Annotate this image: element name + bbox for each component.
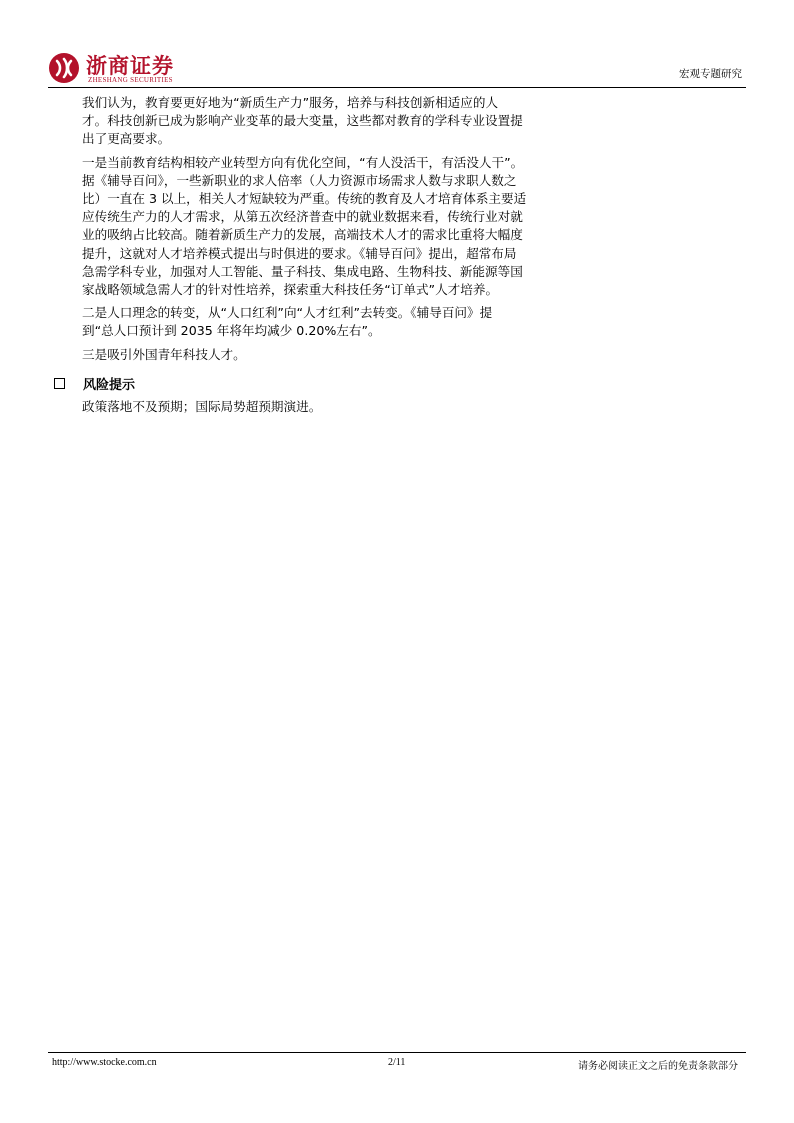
risk-text: 政策落地不及预期；国际局势超预期演进。 (82, 399, 322, 414)
company-name-cn: 浙商证券 (86, 54, 174, 78)
paragraph-line: 二是人口理念的转变，从“人口红利”向“人才红利”去转变。《辅导百问》提 (82, 305, 493, 321)
paragraph-line: 急需学科专业，加强对人工智能、量子科技、集成电路、生物科技、新能源等国 (82, 263, 523, 279)
body-paragraph (82, 346, 552, 364)
body-paragraph (82, 304, 552, 340)
bullet-square-icon (54, 378, 65, 389)
paragraph-line: 三是吸引外国青年科技人才。 (82, 346, 246, 362)
paragraph-line: 业的吸纳占比较高。随着新质生产力的发展，高端技术人才的需求比重将大幅度 (82, 227, 523, 243)
disclaimer-note: 请务必阅读正文之后的免责条款部分 (578, 1061, 738, 1072)
zheshang-logo-icon (48, 52, 80, 84)
page-number: 2/11 (388, 1057, 406, 1068)
paragraph-line: 我们认为，教育要更好地为“新质生产力”服务，培养与科技创新相适应的人 (82, 95, 499, 110)
header-divider (48, 87, 746, 88)
paragraph-line: 家战略领域急需人才的针对性培养，探索重大科技任务“订单式”人才培养。 (82, 282, 499, 298)
page-header (48, 48, 746, 88)
report-section: 宏观专题研究 (679, 68, 742, 80)
paragraph-line: 到“总人口预计到 2035 年将年均减少 0.20%左右”。 (82, 323, 381, 339)
risk-title: 风险提示 (83, 377, 136, 393)
body-paragraph (82, 154, 552, 300)
paragraph-line: 比）一直在 3 以上，相关人才短缺较为严重。传统的教育及人才培育体系主要适 (82, 191, 527, 207)
report-body (82, 94, 552, 369)
paragraph-line: 提升，这就对人才培养模式提出与时俱进的要求。《辅导百问》提出，超常布局 (82, 245, 517, 261)
body-paragraph (82, 94, 552, 149)
risk-section (54, 374, 554, 415)
footer-divider (48, 1052, 746, 1053)
risk-heading (54, 374, 554, 392)
paragraph-line: 一是当前教育结构相较产业转型方向有优化空间，“有人没活干，有活没人干”。 (82, 154, 524, 170)
paragraph-line: 据《辅导百问》，一些新职业的求人倍率（人力资源市场需求人数与求职人数之 (82, 172, 517, 188)
paragraph-line: 应传统生产力的人才需求，从第五次经济普查中的就业数据来看，传统行业对就 (82, 209, 523, 225)
company-name-en: ZHESHANG SECURITIES (88, 76, 173, 84)
paragraph-line: 出了更高要求。 (82, 131, 171, 147)
paragraph-line: 才。科技创新已成为影响产业变革的最大变量，这些都对教育的学科专业设置提 (82, 113, 523, 129)
website-link[interactable]: http://www.stocke.com.cn (52, 1057, 157, 1068)
